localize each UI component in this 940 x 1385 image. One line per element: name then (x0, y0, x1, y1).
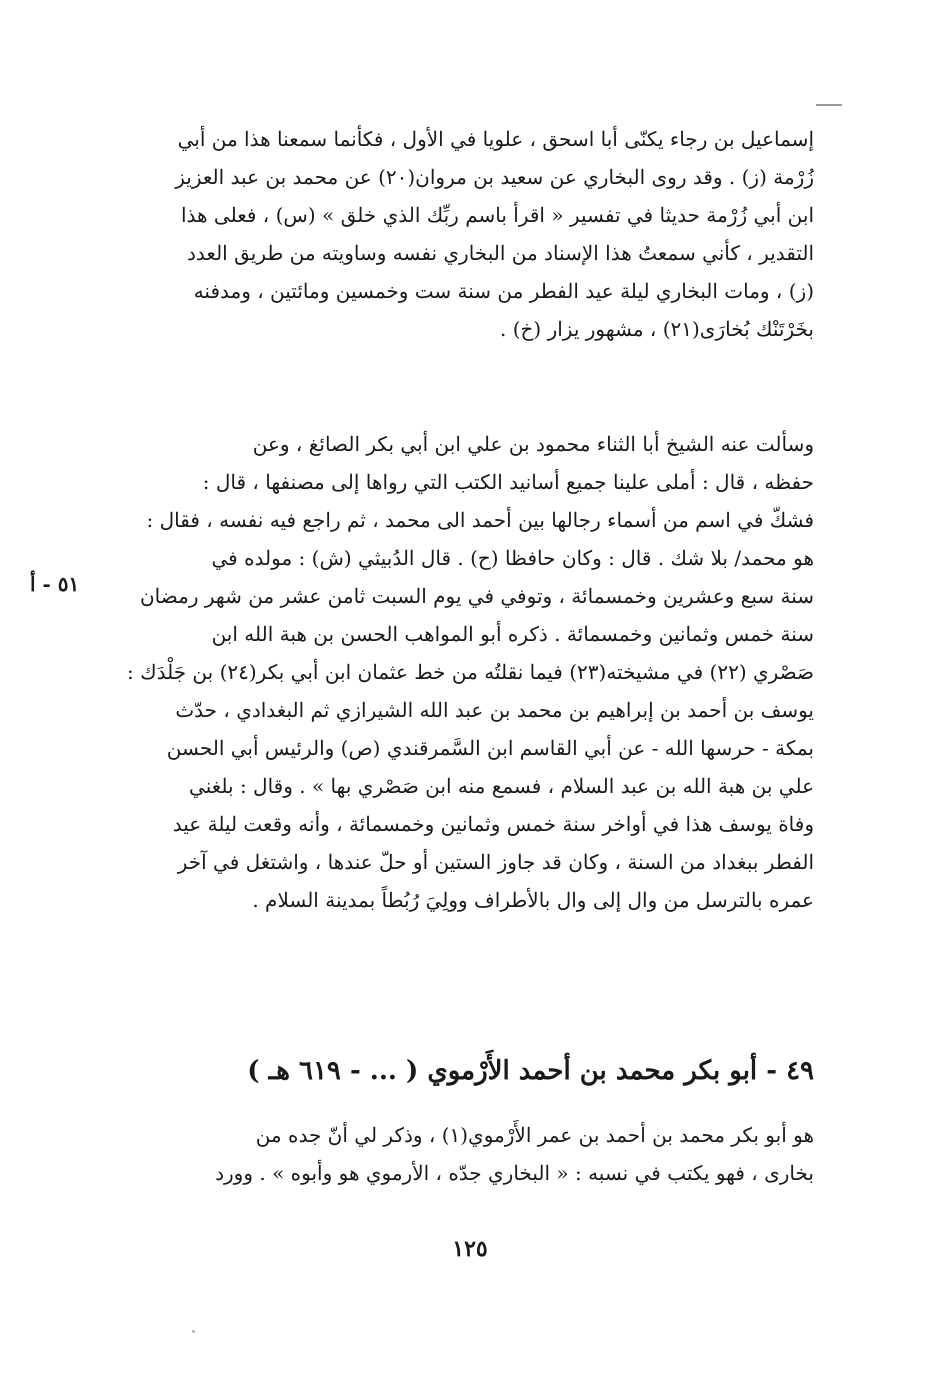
paragraph-2 (124, 425, 814, 919)
text-line: التقدير ، كأني سمعتُ هذا الإسناد من البخاري نفسه وساويته من طريق العدد (187, 241, 814, 265)
text-line: وفاة يوسف هذا في أواخر سنة خمس وثمانين وخمسمائة ، وأنه وقعت ليلة عيد (172, 812, 814, 836)
page-number: ١٢٥ (452, 1236, 488, 1262)
text-line: يوسف بن أحمد بن إبراهيم بن محمد بن عبد الله الشيرازي ثم البغدادي ، حدّث (175, 698, 814, 722)
text-line: فشكّ في اسم من أسماء رجالها بين أحمد الى محمد ، ثم راجع فيه نفسه ، فقال : (146, 508, 814, 532)
text-line: (ز) ، ومات البخاري ليلة عيد الفطر من سنة ست وخمسين ومائتين ، ومدفنه (193, 279, 814, 303)
text-line: سنة سبع وعشرين وخمسمائة ، وتوفي في يوم السبت ثامن عشر من شهر رمضان (139, 584, 814, 608)
text-line: صَصْري (٢٢) في مشيخته(٢٣) فيما نقلتُه من خط عثمان ابن أبي بكر(٢٤) بن جَلْدَك : (127, 660, 814, 684)
text-line: زُرْمة (ز) . وقد روى البخاري عن سعيد بن مروان(٢٠) عن محمد بن عبد العزيز (175, 165, 814, 189)
speck-mark (192, 1330, 195, 1333)
text-line: بمكة - حرسها الله - عن أبي القاسم ابن السَّمرقندي (ص) والرئيس أبي الحسن (166, 736, 814, 760)
manuscript-folio-marker: ٥١ - أ (30, 572, 80, 596)
text-line: ابن أبي زُرْمة حديثا في تفسير « اقرأ باسم ربِّك الذي خلق » (س) ، فعلى هذا (180, 203, 814, 227)
text-line: إسماعيل بن رجاء يكنّى أبا اسحق ، علويا في الأول ، فكأنما سمعنا هذا من أبي (177, 127, 814, 151)
text-line: حفظه ، قال : أملى علينا جميع أسانيد الكتب التي رواها إلى مصنفها ، قال : (202, 470, 814, 494)
text-line: عمره بالترسل من وال إلى وال بالأطراف وولِيَ رُبُطاً بمدينة السلام . (252, 888, 814, 912)
text-line: وسألت عنه الشيخ أبا الثناء محمود بن علي ابن أبي بكر الصائغ ، وعن (252, 432, 814, 456)
entry-heading: ٤٩ - أبو بكر محمد بن أحمد الأَرْموي ( ... - ٦١٩ هـ ) (247, 1056, 814, 1086)
text-line: سنة خمس وثمانين وخمسمائة . ذكره أبو المواهب الحسن بن هبة الله ابن (211, 622, 814, 646)
paragraph-1 (124, 120, 814, 348)
text-line: هو محمد/ بلا شك . قال : وكان حافظا (ح) . قال الدُبيثي (ش) : مولده في (211, 546, 814, 570)
corner-mark (816, 104, 842, 106)
text-line: الفطر ببغداد من السنة ، وكان قد جاوز الستين أو حلّ عندها ، واشتغل في آخر (177, 850, 814, 874)
text-line: علي بن هبة الله بن عبد السلام ، فسمع منه ابن صَصْري بها » . وقال : بلغني (189, 774, 814, 798)
text-line: بخَرْتَنْك بُخارَى(٢١) ، مشهور يزار (خ) . (500, 317, 814, 341)
text-line: بخارى ، فهو يكتب في نسبه : « البخاري جدّه ، الأرموي هو وأبوه » . وورد (215, 1161, 814, 1185)
paragraph-3 (124, 1116, 814, 1192)
text-line: هو أبو بكر محمد بن أحمد بن عمر الأَرْموي(١) ، وذكر لي أنّ جده من (255, 1123, 814, 1147)
